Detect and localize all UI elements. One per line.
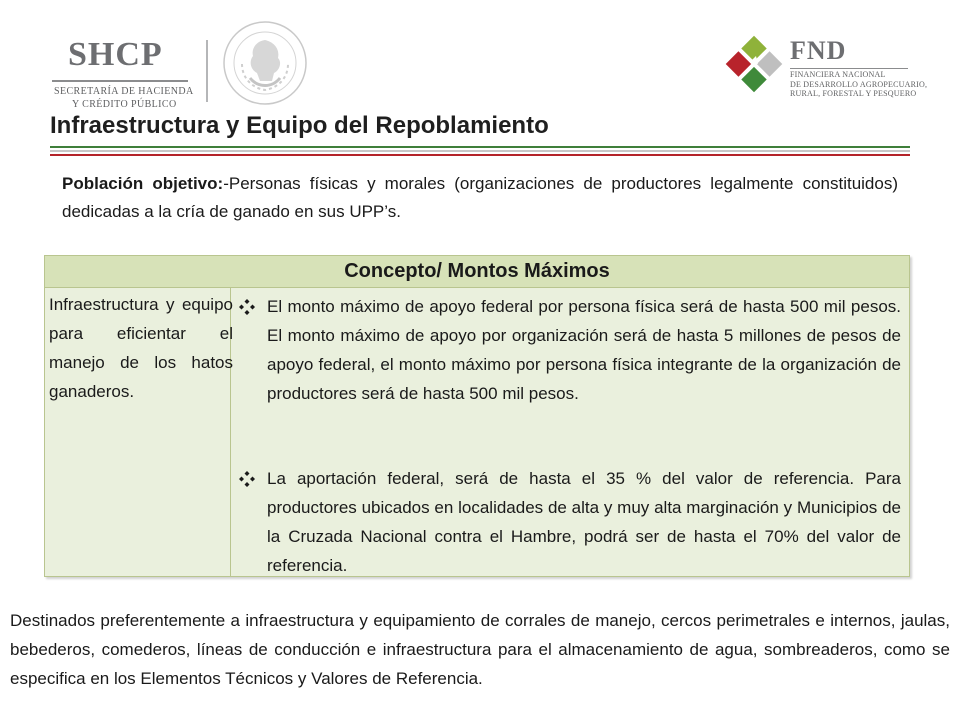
shcp-logo [50, 36, 200, 110]
table-header: Concepto/ Montos Máximos [45, 256, 909, 288]
concepto-text: Infraestructura y equipo para eficientar el manejo de los hatos ganaderos. [49, 295, 233, 401]
fnd-subtitle-line2: DE DESARROLLO AGROPECUARIO, [790, 79, 928, 89]
title-underline-red [50, 154, 910, 156]
fnd-divider [790, 68, 908, 69]
header [0, 0, 960, 108]
escudo-nacional-seal-icon [220, 18, 310, 108]
destinados-paragraph: Destinados preferentemente a infraestructura y equipamiento de corrales de manejo, cercos perimetrales e internos, jaulas, bebederos, comederos, líneas de conducción e infraestructura para el almacenamiento de agua, sombreaderos, como se especifica en los Elementos Técnicos y Valores de Referencia. [10, 611, 950, 688]
fnd-subtitle-line3: RURAL, FORESTAL Y PESQUERO [790, 89, 917, 98]
fnd-subtitle [790, 70, 930, 99]
four-diamond-bullet-icon [239, 299, 255, 315]
poblacion-objetivo [62, 170, 898, 226]
shcp-subtitle-line1: SECRETARÍA DE HACIENDA [54, 86, 194, 97]
title-underline-gray [50, 150, 910, 152]
conceptos-table [44, 255, 910, 577]
logo-separator [206, 40, 208, 102]
bullet-text: El monto máximo de apoyo federal por persona física será de hasta 500 mil pesos. El monto máximo de apoyo por organización será de hasta 5 millones de pesos de apoyo federal, el monto máximo por persona física integrante de la organización de productores será de hasta 500 mil pesos. [267, 297, 901, 403]
page-title: Infraestructura y Equipo del Repoblamiento [50, 112, 549, 139]
fnd-wordmark: FND [790, 36, 847, 65]
shcp-wordmark: SHCP [68, 36, 163, 73]
four-diamond-bullet-icon [239, 471, 255, 487]
fnd-logo-mark-icon [724, 34, 784, 94]
shcp-subtitle-line2: Y CRÉDITO PÚBLICO [72, 99, 177, 110]
poblacion-label: Población objetivo: [62, 174, 224, 193]
title-underline [50, 146, 910, 156]
bullet-text: La aportación federal, será de hasta el 35 % del valor de referencia. Para productores ubicados en localidades de alta y muy alta marginación y Municipios de la Cruzada Nacional contra el Hambre, podrá ser de hasta el 70% del valor de referencia. [267, 469, 901, 575]
montos-cell [233, 288, 909, 576]
shcp-divider [52, 80, 188, 82]
title-underline-green [50, 146, 910, 148]
poblacion-text: -Personas físicas y morales (organizaciones de productores legalmente constituidos) dedicadas a la cría de ganado en sus UPP’s. [62, 174, 898, 221]
fnd-subtitle-line1: FINANCIERA NACIONAL [790, 70, 886, 79]
concepto-cell [45, 288, 231, 576]
